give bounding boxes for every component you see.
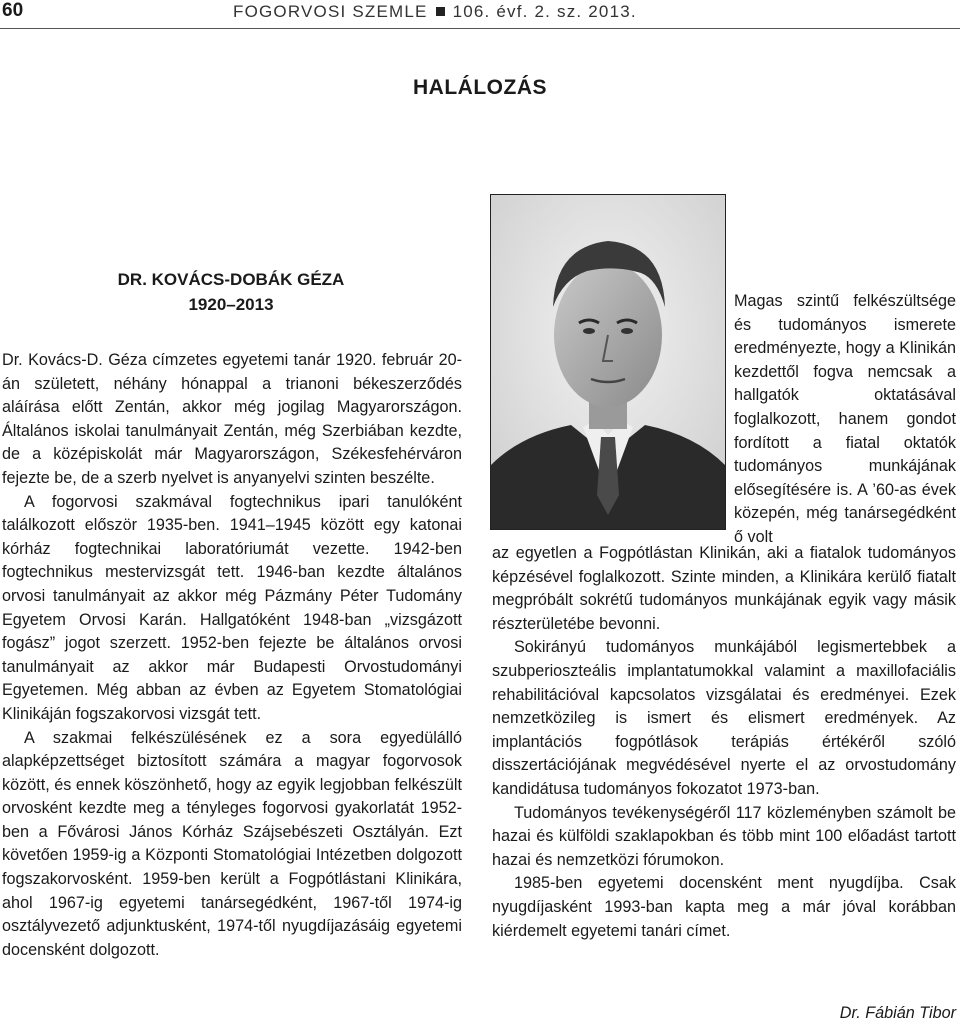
issue-info: 106. évf. 2. sz. 2013.	[452, 2, 637, 21]
portrait-photo-icon	[491, 195, 725, 529]
paragraph: Sokirányú tudományos munkájából legismertebbek a szubperioszteális implantatumokkal valamint a maxillofaciális rehabilitációval kapcsolatos vizsgálatai és eredményei. Ezek nemzetközileg is ismert és elismert eredmények. Az implantációs fogpótlások terápiás értékéről szóló disszertációjának megvédésével nyerte el az orvostudomány kandidátusa tudományos fokozatot 1973-ban.	[492, 638, 956, 798]
square-bullet-icon	[436, 7, 445, 16]
right-wrap-column	[734, 290, 956, 550]
obituary-heading	[0, 267, 462, 317]
right-column	[492, 542, 956, 943]
paragraph: A szakmai felkészülésének ez a sora egyedülálló alapképzettséget biztosított számára a magyar fogorvosok között, és ennek köszönhető, hogy az egyik legjobban felkészült orvosként kezdte meg a tényleges fogorvosi gyakorlatát 1952-ben a Fővárosi János Kórház Szájsebészeti Osztályán. Ezt követően 1959-ig a Központi Stomatológiai Intézetben dolgozott fogszakorvosként. 1959-ben került a Fogpótlástani Klinikára, ahol 1967-ig egyetemi tanársegédként, 1967-től 1974-ig osztályvezető adjunktusként, 1974-től nyugdíjazásáig egyetemi docensként dolgozott.	[2, 728, 462, 959]
portrait-photo	[490, 194, 726, 530]
page-number: 60	[2, 0, 24, 21]
author-signature: Dr. Fábián Tibor	[839, 1004, 956, 1022]
paragraph-continuation: az egyetlen a Fogpótlástan Klinikán, aki a fiatalok tudományos képzésével foglalkozott. Szinte minden, a Klinikára kerülő fiatalt megpróbált sokrétű tudományos munkájának egyik vagy másik részterületébe bevonni.	[492, 544, 956, 633]
paragraph: 1985-ben egyetemi docensként ment nyugdíjba. Csak nyugdíjasként 1993-ban kapta meg a már jóval korábban kiérdemelt egyetemi tanári címet.	[492, 874, 956, 940]
paragraph: Magas szintű felkészültsége és tudományos ismerete eredményezte, hogy a Klinikán kezdettől fogva nemcsak a hallgatók oktatásával foglalkozott, hanem gondot fordított a fiatal oktatók tudományos munkájának elősegítésére is. A ’60-as évek közepén, még tanársegédként ő volt	[734, 292, 956, 546]
section-title: HALÁLOZÁS	[413, 76, 547, 99]
journal-running-head	[233, 2, 637, 22]
journal-title: FOGORVOSI SZEMLE	[233, 2, 428, 21]
paragraph: A fogorvosi szakmával fogtechnikus ipari tanulóként találkozott először 1935-ben. 1941–1945 között egy katonai kórház fogtechnikai laboratóriumát vezette. 1942-ben fogtechnikus mestervizsgát tett. 1946-ban kezdte általános orvosi tanulmányait az akkor még Pázmány Péter Tudomány Egyetem Orvosi Karán. Hallgatóként 1948-ban „vizsgázott fogász” jogot szerzett. 1952-ben fejezte be általános orvosi tanulmányait az akkor már Budapesti Orvostudományi Egyetemen. Még abban az évben az Egyetem Stomatológiai Klinikáján fogszakorvosi vizsgát tett.	[2, 492, 462, 723]
paragraph: Tudományos tevékenységéről 117 közleményben számolt be hazai és külföldi szaklapokban és több mint 100 előadást tartott hazai és nemzetközi fórumokon.	[492, 803, 956, 869]
left-column	[2, 349, 462, 962]
running-header	[0, 0, 960, 30]
header-rule	[0, 28, 960, 29]
subject-name: DR. KOVÁCS-DOBÁK GÉZA	[117, 270, 345, 289]
paragraph: Dr. Kovács-D. Géza címzetes egyetemi tanár 1920. február 20-án született, néhány hónappal a trianoni békeszerződés aláírása előtt Zentán, akkor még jogilag Magyarországon. Általános iskolai tanulmányait Zentán, még Szerbiában kezdte, de a középiskolát már Magyarországon, Székesfehérváron fejezte be, de a szerb nyelvet is anyanyelvi szinten beszélte.	[2, 351, 462, 487]
subject-years: 1920–2013	[188, 295, 274, 314]
